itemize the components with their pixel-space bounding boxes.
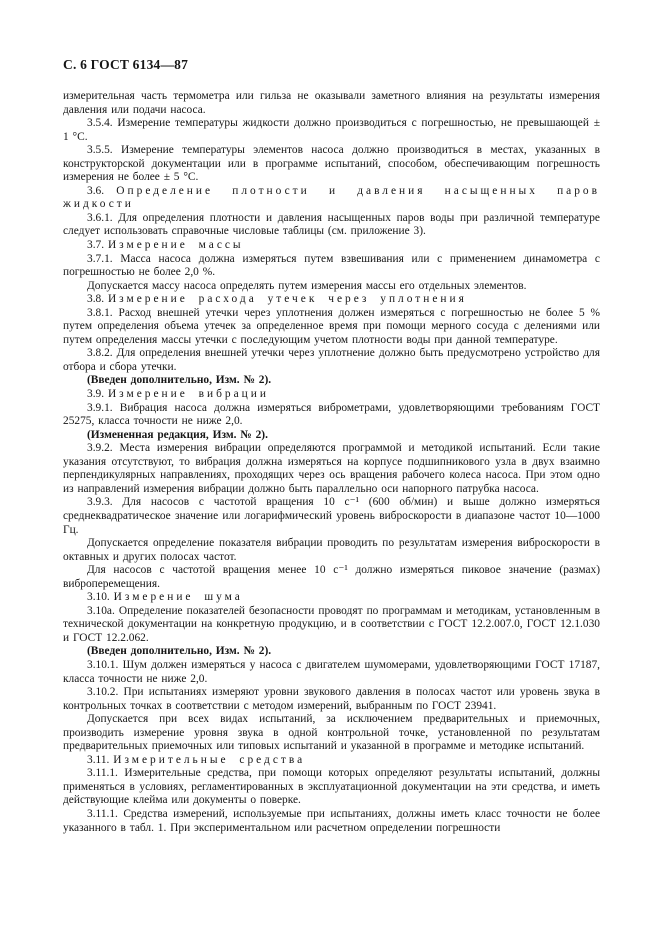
- section-title: Измерение массы: [107, 239, 244, 252]
- paragraph: 3.8.1. Расход внешней утечки через уплотнения должен измеряться с погрешностью не более 5 % путем определения объема утечек за определенное время при помощи мерного сосуда с делениями или путем определения массы утечки с последующим учетом плотности воды при данной температуре.: [63, 306, 600, 346]
- paragraph: 3.10.2. При испытаниях измеряют уровни звукового давления в полосах частот или уровень звука в контрольных точках в соответствии с методом измерений, выбранным по ГОСТ 23941.: [63, 686, 600, 712]
- paragraph: 3.11.1. Измерительные средства, при помощи которых определяют результаты испытаний, должны применяться в условиях, регламентированных в эксплуатационной документации на эти средства, и иметь действующие клейма или документы о поверке.: [63, 767, 600, 807]
- paragraph: 3.10.1. Шум должен измеряться у насоса с двигателем шумомерами, удовлетворяющими ГОСТ 17187, класса точности не ниже 2,0.: [63, 658, 600, 685]
- section-number: 3.8.: [87, 293, 105, 306]
- paragraph: 3.11.1. Средства измерений, используемые при испытаниях, должны иметь класс точности не более указанного в табл. 1. При экспериментальном или расчетном определении погрешности: [63, 807, 600, 834]
- amendment-note: (Введен дополнительно, Изм. № 2).: [87, 374, 272, 387]
- section-number: 3.11.: [87, 753, 110, 766]
- section-heading: [63, 754, 600, 768]
- section-title: Измерение шума: [113, 591, 243, 604]
- paragraph: Допускается определение показателя вибрации проводить по результатам измерения виброскорости в октавных и других полосах частот.: [63, 537, 600, 563]
- paragraph: измерительная часть термометра или гильза не оказывали заметного влияния на результаты измерения давления или подачи насоса.: [63, 90, 600, 116]
- section-title: Измерительные средства: [113, 753, 306, 766]
- paragraph: 3.9.1. Вибрация насоса должна измеряться виброметрами, удовлетворяющими требованиям ГОСТ 25275, класса точности не ниже 2,0.: [63, 401, 600, 428]
- paragraph: 3.7.1. Масса насоса должна измеряться путем взвешивания или с применением динамометра с погрешностью не более 2,0 %.: [63, 252, 600, 279]
- paragraph: Для насосов с частотой вращения менее 10 с⁻¹ должно измеряться пиковое значение (размах) виброперемещения.: [63, 564, 600, 590]
- paragraph: Допускается при всех видах испытаний, за исключением предварительных и приемочных, производить измерение уровня звука в одной контрольной точке, установленной по результатам предварительных приемочных или типовых испытаний и указанной в программе и методике испытаний.: [63, 713, 600, 753]
- paragraph: 3.8.2. Для определения внешней утечки через уплотнение должно быть предусмотрено устройство для отбора и сбора утечки.: [63, 347, 600, 373]
- section-heading: [63, 591, 600, 605]
- paragraph: 3.5.5. Измерение температуры элементов насоса должно производиться в местах, указанных в конструкторской документации или в программе испытаний, способом, обеспечивающим погрешность измерения не более ± 5 °С.: [63, 144, 600, 184]
- paragraph: 3.9.3. Для насосов с частотой вращения 10 с⁻¹ (600 об/мин) и выше должно измеряться среднеквадратическое значение или логарифмический уровень виброскорости в диапазоне частот 10—1000 Гц.: [63, 496, 600, 536]
- paragraph: 3.10а. Определение показателей безопасности проводят по программам и методикам, установленным в технической документации на конкретную продукцию, и в соответствии с ГОСТ 12.2.007.0, ГОСТ 12.1.030 и ГОСТ 12.2.062.: [63, 604, 600, 644]
- page-header: С. 6 ГОСТ 6134—87: [63, 57, 189, 72]
- section-heading: [63, 239, 600, 253]
- section-heading: [63, 388, 600, 402]
- document-body: [63, 90, 600, 835]
- section-number: 3.10.: [87, 591, 110, 604]
- section-heading: [63, 293, 600, 307]
- amendment-note: (Введен дополнительно, Изм. № 2).: [87, 645, 272, 658]
- section-title: Измерение расхода утечек через уплотнения: [107, 293, 467, 306]
- section-title: Определение плотности и давления насыщенных паров жидкости: [63, 184, 601, 211]
- section-number: 3.6.: [87, 184, 105, 197]
- paragraph: Допускается массу насоса определять путем измерения массы его отдельных элементов.: [87, 279, 527, 292]
- section-number: 3.7.: [87, 239, 105, 252]
- section-number: 3.9.: [87, 388, 105, 401]
- section-heading: [63, 185, 600, 212]
- paragraph: 3.6.1. Для определения плотности и давления насыщенных паров воды при различной температуре следует использовать справочные числовые таблицы (см. приложение 3).: [63, 211, 600, 238]
- paragraph: 3.9.2. Места измерения вибрации определяются программой и методикой испытаний. Если такие указания отсутствуют, то вибрация должна измеряться на корпусе подшипникового узла в двух взаимно перпендикулярных направлениях, проходящих через ось вращения рабочего колеса насоса. При этом одно из направлений измерения вибрации должно быть параллельно оси напорного патрубка насоса.: [63, 442, 600, 495]
- amendment-note: (Измененная редакция, Изм. № 2).: [87, 428, 268, 441]
- paragraph: 3.5.4. Измерение температуры жидкости должно производиться с погрешностью, не превышающей ± 1 °С.: [63, 117, 600, 143]
- section-title: Измерение вибрации: [107, 388, 269, 401]
